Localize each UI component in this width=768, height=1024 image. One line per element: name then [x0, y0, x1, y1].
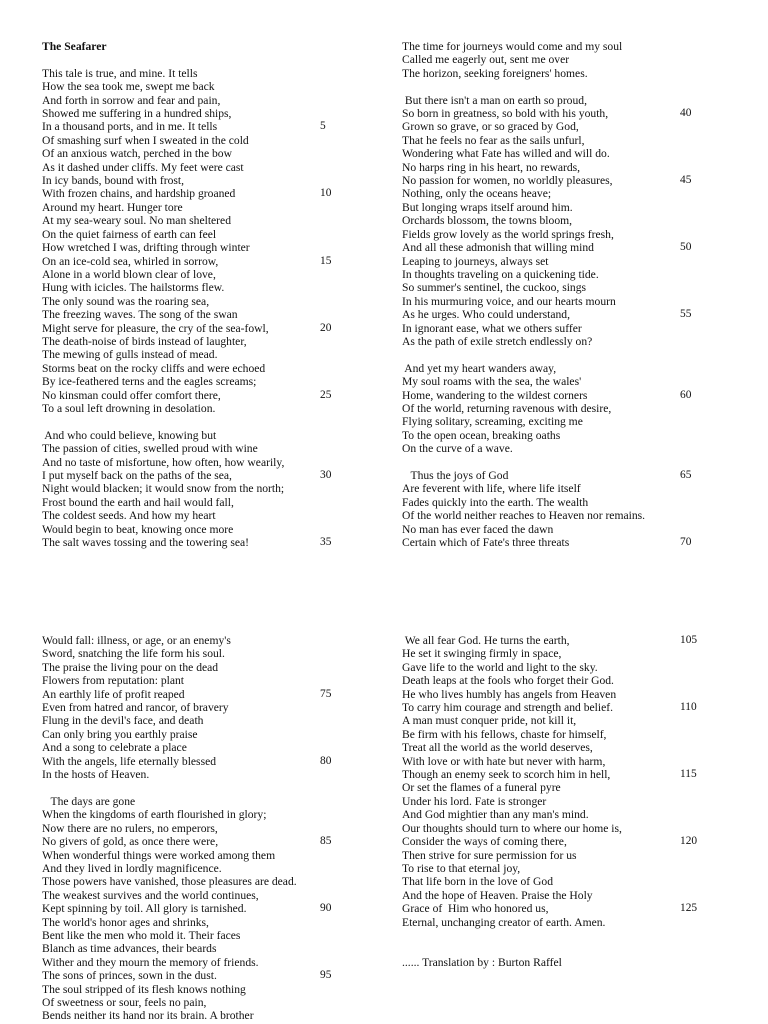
poem-line-text: Would begin to beat, knowing once more [42, 522, 234, 536]
poem-line [42, 929, 342, 942]
line-number: 80 [320, 754, 332, 767]
poem-line-text: Then strive for sure permission for us [402, 848, 577, 862]
poem-line-text: To the open ocean, breaking oaths [402, 428, 561, 442]
poem-line [402, 661, 702, 674]
poem-line-text: As the path of exile stretch endlessly on? [402, 334, 593, 348]
poem-line [402, 281, 702, 294]
poem-line [42, 268, 342, 281]
poem-line-text: Flung in the devil's face, and death [42, 714, 204, 728]
poem-line-text: Of an anxious watch, perched in the bow [42, 147, 232, 161]
poem-line [402, 862, 702, 875]
stanza-break [402, 80, 702, 93]
line-number: 90 [320, 902, 332, 915]
poem-line-text: No harps ring in his heart, no rewards, [402, 160, 581, 174]
poem-line [402, 741, 702, 754]
poem-line [402, 822, 702, 835]
poem-line-text: Now there are no rulers, no emperors, [42, 821, 218, 835]
poem-line [402, 174, 702, 187]
poem-line [402, 674, 702, 687]
poem-line [42, 795, 342, 808]
poem-line-text: To a soul left drowning in desolation. [42, 401, 216, 415]
poem-line-text: He set it swinging firmly in space, [402, 647, 562, 661]
poem-line [402, 241, 702, 254]
poem-line [402, 335, 702, 348]
poem-line-text: And who could believe, knowing but [42, 428, 217, 442]
poem-line-text: And yet my heart wanders away, [402, 361, 557, 375]
poem-line-text: Frost bound the earth and hail would fall, [42, 495, 234, 509]
poem-line-text: Those powers have vanished, those pleasures are dead. [42, 875, 297, 889]
poem-line [42, 362, 342, 375]
poem-line [402, 134, 702, 147]
poem-line [402, 308, 702, 321]
poem-line-text: Grown so grave, or so graced by God, [402, 120, 579, 134]
poem-line [402, 835, 702, 848]
poem-line-text: As it dashed under cliffs. My feet were cast [42, 160, 244, 174]
poem-line [402, 875, 702, 888]
poem-line-text: Sword, snatching the life form his soul. [42, 647, 225, 661]
poem-line-text: Under his lord. Fate is stronger [402, 794, 547, 808]
poem-line [402, 523, 702, 536]
poem-line [42, 1009, 342, 1022]
poem-line [402, 634, 702, 647]
poem-line-text: Can only bring you earthly praise [42, 727, 198, 741]
poem-line [42, 701, 342, 714]
line-number: 30 [320, 469, 332, 481]
poem-line-text: Home, wandering to the wildest corners [402, 388, 588, 402]
poem-line [402, 40, 702, 53]
poem-line [402, 228, 702, 241]
poem-line [42, 509, 342, 522]
poem-line-text: The sons of princes, sown in the dust. [42, 969, 217, 983]
poem-line [42, 755, 342, 768]
poem-line-text: Bends neither its hand nor its brain. A brother [42, 1009, 254, 1023]
poem-line-text: And they lived in lordly magnificence. [42, 861, 222, 875]
poem-line-text: On the quiet fairness of earth can feel [42, 227, 217, 241]
poem-line [42, 322, 342, 335]
poem-line [42, 94, 342, 107]
poem-line-text: The days are gone [42, 794, 136, 808]
poem-line-text: Death leaps at the fools who forget their God. [402, 674, 614, 688]
poem-line [402, 496, 702, 509]
line-number: 10 [320, 187, 332, 200]
poem-line-text: Of the world, returning ravenous with desire, [402, 401, 612, 415]
poem-line [42, 375, 342, 388]
poem-line-text: On the curve of a wave. [402, 442, 513, 456]
poem-line [42, 496, 342, 509]
poem-line [42, 956, 342, 969]
poem-column-4 [402, 634, 702, 929]
poem-line-text: Of smashing surf when I sweated in the cold [42, 133, 249, 147]
poem-line-text: I put myself back on the paths of the sea, [42, 469, 232, 482]
stanza-break [42, 781, 342, 794]
line-number: 35 [320, 536, 332, 549]
poem-title-text: The Seafarer [42, 40, 107, 53]
poem-line-text: Or set the flames of a funeral pyre [402, 781, 561, 795]
poem-line-text: Hung with icicles. The hailstorms flew. [42, 281, 225, 295]
poem-line [402, 268, 702, 281]
poem-line-text: When wonderful things were worked among them [42, 848, 276, 862]
poem-line-text: The time for journeys would come and my soul [402, 40, 623, 53]
line-number: 50 [680, 241, 692, 254]
poem-line [42, 308, 342, 321]
poem-line [42, 996, 342, 1009]
line-number: 110 [680, 701, 697, 714]
poem-line-text: Though an enemy seek to scorch him in hell, [402, 768, 611, 782]
poem-line [402, 728, 702, 741]
poem-line [42, 335, 342, 348]
poem-line-text: Around my heart. Hunger tore [42, 200, 183, 214]
poem-line [402, 67, 702, 80]
poem-line-text: This tale is true, and mine. It tells [42, 66, 198, 80]
poem-line-text: And no taste of misfortune, how often, how wearily, [42, 455, 285, 469]
poem-line-text: Nothing, only the oceans heave; [402, 187, 552, 201]
stanza-break [402, 456, 702, 469]
poem-line [42, 523, 342, 536]
poem-line [42, 835, 342, 848]
poem-line-text: By ice-feathered terns and the eagles screams; [42, 375, 257, 389]
poem-line-text: He who lives humbly has angels from Heaven [402, 687, 617, 701]
line-number: 15 [320, 254, 332, 267]
poem-line [42, 201, 342, 214]
poem-line [402, 469, 702, 482]
poem-line [42, 983, 342, 996]
poem-line [402, 509, 702, 522]
poem-line-text: We all fear God. He turns the earth, [402, 634, 570, 647]
poem-line-text: In his murmuring voice, and our hearts mourn [402, 294, 616, 308]
poem-line-text: The salt waves tossing and the towering sea! [42, 536, 250, 550]
poem-line [402, 688, 702, 701]
poem-line [42, 661, 342, 674]
poem-line-text: No man has ever faced the dawn [402, 522, 554, 536]
poem-line-text: Treat all the world as the world deserves, [402, 741, 593, 755]
poem-line-text: And the hope of Heaven. Praise the Holy [402, 888, 593, 902]
poem-line-text: The horizon, seeking foreigners' homes. [402, 66, 588, 80]
poem-line-text: Called me eagerly out, sent me over [402, 53, 570, 67]
poem-line [402, 755, 702, 768]
line-number: 5 [320, 120, 326, 133]
poem-line-text: Even from hatred and rancor, of bravery [42, 701, 229, 715]
poem-line-text: An earthly life of profit reaped [42, 687, 185, 701]
poem-line-text: To carry him courage and strength and belief. [402, 701, 614, 715]
poem-line-text: Leaping to journeys, always set [402, 254, 549, 268]
poem-line-text: Grace of Him who honored us, [402, 902, 549, 916]
poem-line [42, 228, 342, 241]
poem-line [42, 768, 342, 781]
line-number: 120 [680, 835, 698, 848]
poem-line-text: Alone in a world blown clear of love, [42, 267, 216, 281]
poem-line-text: No givers of gold, as once there were, [42, 835, 219, 849]
poem-line [402, 322, 702, 335]
poem-line-text: At my sea-weary soul. No man sheltered [42, 214, 231, 228]
poem-line [402, 94, 702, 107]
poem-line-text: Fades quickly into the earth. The wealth [402, 495, 589, 509]
poem-line [402, 107, 702, 120]
poem-line [42, 281, 342, 294]
poem-line [42, 647, 342, 660]
poem-line-text: Be firm with his fellows, chaste for himself, [402, 727, 607, 741]
line-number: 40 [680, 107, 692, 120]
line-number: 55 [680, 308, 692, 321]
poem-line [402, 795, 702, 808]
poem-line [402, 147, 702, 160]
poem-line-text: The soul stripped of its flesh knows nothing [42, 982, 246, 996]
poem-line [42, 714, 342, 727]
poem-line [402, 295, 702, 308]
line-number: 45 [680, 174, 692, 187]
poem-line [402, 375, 702, 388]
poem-line-text: The passion of cities, swelled proud with wine [42, 442, 258, 456]
poem-line-text: Might serve for pleasure, the cry of the sea-fowl, [42, 321, 269, 335]
poem-line-text: Showed me suffering in a hundred ships, [42, 107, 232, 121]
poem-line [402, 889, 702, 902]
poem-line [402, 389, 702, 402]
stanza-break [402, 348, 702, 361]
poem-line [402, 849, 702, 862]
line-number: 85 [320, 835, 332, 848]
poem-line-text: So summer's sentinel, the cuckoo, sings [402, 281, 587, 295]
poem-line [42, 482, 342, 495]
poem-line-text: In icy bands, bound with frost, [42, 174, 185, 188]
poem-line [42, 875, 342, 888]
line-number: 115 [680, 768, 697, 781]
poem-line-text: And all these admonish that willing mind [402, 241, 594, 255]
poem-line-text: Wither and they mourn the memory of friends. [42, 955, 259, 969]
poem-line-text: The freezing waves. The song of the swan [42, 308, 238, 322]
line-number: 20 [320, 321, 332, 334]
poem-line [42, 107, 342, 120]
line-number: 95 [320, 969, 332, 982]
poem-line [42, 902, 342, 915]
poem-line-text: Gave life to the world and light to the sky. [402, 660, 598, 674]
poem-line-text: But longing wraps itself around him. [402, 200, 573, 214]
poem-column-2 [402, 40, 702, 549]
poem-line [402, 402, 702, 415]
poem-line [42, 161, 342, 174]
poem-line-text: The mewing of gulls instead of mead. [42, 348, 218, 362]
poem-line [42, 822, 342, 835]
poem-line-text: How wretched I was, drifting through winter [42, 241, 250, 255]
line-number: 60 [680, 388, 692, 401]
line-number: 105 [680, 634, 698, 646]
poem-line-text: When the kingdoms of earth flourished in glory; [42, 808, 267, 822]
poem-line [42, 187, 342, 200]
poem-line [402, 161, 702, 174]
poem-line [42, 442, 342, 455]
poem-line [42, 634, 342, 647]
poem-line [402, 187, 702, 200]
poem-line-text: Are feverent with life, where life itself [402, 482, 581, 496]
poem-line-text: Storms beat on the rocky cliffs and were echoed [42, 361, 266, 375]
line-number: 70 [680, 536, 692, 549]
poem-line-text: With frozen chains, and hardship groaned [42, 187, 236, 201]
poem-line [402, 916, 702, 929]
poem-column-1 [42, 40, 342, 549]
poem-line-text: Thus the joys of God [402, 469, 509, 482]
poem-line [402, 362, 702, 375]
poem-line [402, 201, 702, 214]
poem-line-text: Flowers from reputation: plant [42, 674, 184, 688]
poem-line-text: The death-noise of birds instead of laughter, [42, 334, 247, 348]
poem-line [42, 942, 342, 955]
poem-line [42, 808, 342, 821]
poem-line [42, 348, 342, 361]
poem-line [42, 174, 342, 187]
poem-line [402, 768, 702, 781]
poem-line [42, 295, 342, 308]
poem-line [402, 701, 702, 714]
poem-line [402, 482, 702, 495]
poem-line [402, 808, 702, 821]
poem-line [42, 969, 342, 982]
poem-line [402, 647, 702, 660]
poem-line-text: And forth in sorrow and fear and pain, [42, 93, 221, 107]
poem-line-text: Bent like the men who mold it. Their faces [42, 928, 241, 942]
poem-line [42, 536, 342, 549]
poem-line-text: On an ice-cold sea, whirled in sorrow, [42, 254, 219, 268]
poem-line-text: With the angels, life eternally blessed [42, 754, 217, 768]
poem-line-text: That life born in the love of God [402, 875, 554, 889]
poem-line [42, 67, 342, 80]
line-number: 65 [680, 469, 692, 481]
poem-line [42, 728, 342, 741]
poem-column-3 [42, 634, 342, 1023]
poem-line-text: Kept spinning by toil. All glory is tarnished. [42, 902, 247, 916]
poem-line-text: The world's honor ages and shrinks, [42, 915, 209, 929]
poem-line-text: Consider the ways of coming there, [402, 835, 567, 849]
poem-line [42, 456, 342, 469]
poem-line-text: In a thousand ports, and in me. It tells [42, 120, 218, 134]
poem-line-text: Of the world neither reaches to Heaven nor remains. [402, 509, 646, 523]
poem-line [42, 147, 342, 160]
poem-line [42, 889, 342, 902]
poem-line-text: Blanch as time advances, their beards [42, 942, 217, 956]
poem-line [402, 214, 702, 227]
translation-credit: ...... Translation by : Burton Raffel [402, 956, 562, 969]
poem-line-text: So born in greatness, so bold with his youth, [402, 107, 609, 121]
poem-line-text: How the sea took me, swept me back [42, 80, 215, 94]
poem-line-text: A man must conquer pride, not kill it, [402, 714, 577, 728]
poem-line [402, 781, 702, 794]
poem-line-text: Our thoughts should turn to where our home is, [402, 821, 622, 835]
poem-line-text: To rise to that eternal joy, [402, 861, 521, 875]
poem-line [42, 849, 342, 862]
poem-line-text: No passion for women, no worldly pleasures, [402, 174, 613, 188]
poem-line [42, 741, 342, 754]
poem-line-text: The only sound was the roaring sea, [42, 294, 210, 308]
poem-line [42, 688, 342, 701]
poem-line-text: Orchards blossom, the towns bloom, [402, 214, 573, 228]
poem-line-text: The weakest survives and the world continues, [42, 888, 259, 902]
poem-line-text: And a song to celebrate a place [42, 741, 187, 755]
poem-line-text: The praise the living pour on the dead [42, 660, 219, 674]
poem-line [402, 442, 702, 455]
poem-line [42, 674, 342, 687]
poem-line-text: With love or with hate but never with harm, [402, 754, 606, 768]
poem-line [42, 255, 342, 268]
line-number: 125 [680, 902, 698, 915]
poem-line-text: Flying solitary, screaming, exciting me [402, 415, 583, 429]
poem-line [42, 402, 342, 415]
poem-line-text: My soul roams with the sea, the wales' [402, 375, 582, 389]
stanza-break [42, 415, 342, 428]
poem-title [42, 40, 342, 53]
poem-line [402, 120, 702, 133]
poem-line [402, 429, 702, 442]
poem-line-text: Of sweetness or sour, feels no pain, [42, 995, 207, 1009]
poem-line [402, 53, 702, 66]
poem-line [42, 134, 342, 147]
poem-line-text: Certain which of Fate's three threats [402, 536, 570, 550]
poem-line-text: But there isn't a man on earth so proud, [402, 93, 587, 107]
poem-line [42, 916, 342, 929]
poem-line-text: In ignorant ease, what we others suffer [402, 321, 582, 335]
poem-line-text: And God mightier than any man's mind. [402, 808, 589, 822]
poem-line [42, 80, 342, 93]
poem-line [42, 429, 342, 442]
line-number: 25 [320, 388, 332, 401]
poem-line [402, 415, 702, 428]
stanza-break [42, 53, 342, 66]
poem-line-text: No kinsman could offer comfort there, [42, 388, 221, 402]
poem-line [42, 469, 342, 482]
poem-line [42, 120, 342, 133]
poem-line-text: That he feels no fear as the sails unfurl, [402, 133, 585, 147]
poem-line [402, 536, 702, 549]
poem-line-text: Night would blacken; it would snow from the north; [42, 482, 285, 496]
poem-line-text: Eternal, unchanging creator of earth. Amen. [402, 915, 606, 929]
poem-line-text: As he urges. Who could understand, [402, 308, 570, 322]
poem-line-text: In thoughts traveling on a quickening tide. [402, 267, 599, 281]
poem-line-text: Fields grow lovely as the world springs fresh, [402, 227, 614, 241]
poem-line [42, 389, 342, 402]
poem-line [402, 714, 702, 727]
poem-line-text: The coldest seeds. And how my heart [42, 509, 216, 523]
poem-line-text: Wondering what Fate has willed and will do. [402, 147, 610, 161]
poem-line [402, 902, 702, 915]
poem-line [42, 241, 342, 254]
poem-line-text: In the hosts of Heaven. [42, 768, 150, 782]
poem-line-text: Would fall: illness, or age, or an enemy's [42, 634, 231, 647]
line-number: 75 [320, 687, 332, 700]
poem-line [42, 214, 342, 227]
poem-line [42, 862, 342, 875]
poem-line [402, 255, 702, 268]
